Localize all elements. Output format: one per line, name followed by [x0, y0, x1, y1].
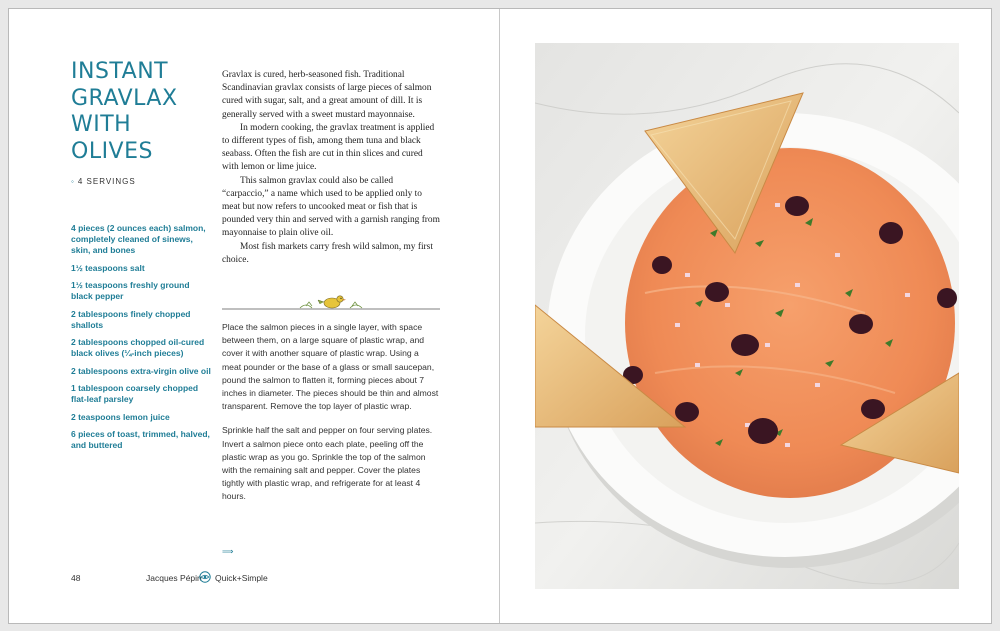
recipe-method — [222, 321, 440, 515]
title-line: INSTANT — [71, 59, 169, 84]
continue-arrow-icon: ⟹ — [222, 547, 233, 556]
ingredient-item: 2 tablespoons chopped oil-cured black olives (¼-inch pieces) — [71, 337, 205, 358]
ingredient-item: 6 pieces of toast, trimmed, halved, and buttered — [71, 429, 210, 450]
ingredient-item: 1½ teaspoons freshly ground black pepper — [71, 280, 190, 301]
footer-book-title: Quick+Simple — [215, 573, 268, 583]
ingredient-item: 2 tablespoons finely chopped shallots — [71, 308, 191, 330]
footer-author: Jacques Pépin — [146, 573, 202, 583]
book-spread — [8, 8, 992, 624]
recipe-title — [71, 59, 221, 165]
recipe-intro — [222, 69, 440, 267]
title-line: GRAVLAX — [71, 85, 178, 111]
servings — [71, 177, 136, 186]
method-paragraph: Sprinkle half the salt and pepper on four serving plates. Invert a salmon piece onto each plate, peeling off the plastic wrap as you go. Sprinkle the top of the salmon with the remaining salt and pepper. Cover the plates tightly with plastic wrap, and refrigerate for at least 4 hours. — [222, 425, 433, 502]
ingredient-item: 1 tablespoon coarsely chopped flat-leaf parsley — [71, 383, 199, 404]
page-gutter — [499, 9, 500, 623]
intro-paragraph: In modern cooking, the gravlax treatment is applied to different types of fish, among them tuna and black seabass. Often the fish are cut in thin slices and cured with lemon or lime juice. — [222, 122, 435, 173]
title-line: WITH — [71, 112, 132, 137]
intro-paragraph: Gravlax is cured, herb-seasoned fish. Traditional Scandinavian gravlax consists of large pieces of salmon cured with sugar, salt, and a great amount of dill. It is generally served with a sweet mustard mayonnaise. — [222, 70, 432, 120]
ingredient-item: 2 teaspoons lemon juice — [71, 411, 170, 422]
page-number: 48 — [71, 573, 81, 583]
eye-logo-icon — [199, 571, 211, 583]
servings-text: 4 SERVINGS — [77, 177, 136, 186]
bird-divider-icon — [222, 290, 440, 312]
intro-paragraph: This salmon gravlax could also be called “carpaccio,” a name which used to be applied only to meat but now refers to uncooked meat or fish that is pounded very thin and served with a garnish ranging from mayonnaise to plain olive oil. — [222, 175, 440, 239]
intro-paragraph: Most fish markets carry fresh wild salmon, my first choice. — [222, 241, 433, 265]
title-line: OLIVES — [71, 138, 153, 164]
ingredient-item: 2 tablespoons extra-virgin olive oil — [71, 365, 211, 376]
ingredient-item: 1½ teaspoons salt — [71, 262, 145, 273]
ingredient-item: 4 pieces (2 ounces each) salmon, completely cleaned of sinews, skin, and bones — [71, 223, 206, 255]
method-paragraph: Place the salmon pieces in a single layer, with space between them, on a large square of plastic wrap, and cover it with another square of plastic wrap. Using a meat pounder or the base of a glass or small saucepan, pound the salmon to flatten it, forming pieces about 7 inches in diameter. The pieces should be thin and almost transparent. Remove the top layer of plastic wrap. — [222, 322, 439, 412]
gravlax-photo — [535, 43, 959, 589]
ingredients-list — [71, 223, 211, 458]
bullet-icon: ◦ — [71, 177, 75, 186]
